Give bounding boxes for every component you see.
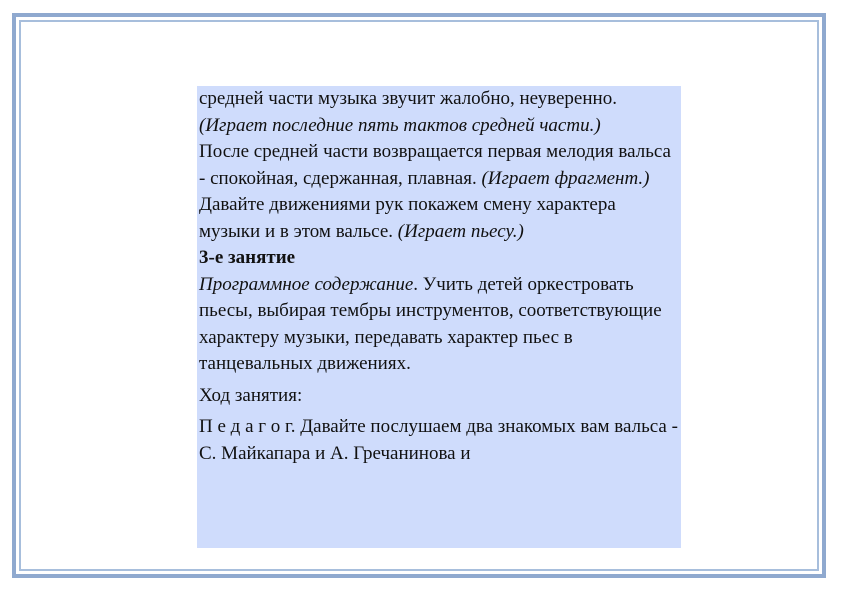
paragraph-5: П е д а г о г. Давайте послушаем два знакомых вам вальса - С. Майкапара и А. Гречанинова и bbox=[199, 416, 678, 464]
lesson-heading: 3-е занятие bbox=[199, 247, 296, 268]
paragraph-1-text: средней части музыка звучит жалобно, неуверенно. bbox=[199, 88, 617, 109]
text-block bbox=[197, 86, 681, 548]
paragraph-2-stage-direction-a: (Играет фрагмент.) bbox=[481, 167, 650, 189]
paragraph-2-stage-direction-b: (Играет пьесу.) bbox=[397, 220, 524, 242]
paragraph-2-text-b: Давайте движениями рук покажем смену характера музыки и в этом вальсе. bbox=[199, 194, 616, 242]
paragraph-1-stage-direction: (Играет последние пять тактов средней части.) bbox=[199, 114, 601, 136]
program-content-label: Программное содержание bbox=[199, 273, 414, 295]
paragraph-1 bbox=[199, 86, 679, 139]
lesson-progress-label: Ход занятия: bbox=[199, 384, 303, 406]
paragraph-3 bbox=[199, 272, 679, 378]
paragraph-2 bbox=[199, 139, 679, 245]
paragraph-2-text-a: После средней части возвращается первая мелодия вальса - спокойная, сдержанная, плавная. bbox=[199, 141, 671, 189]
paragraph-3-text: . Учить детей оркестровать пьесы, выбирая тембры инструментов, соответствующие характеру музыки, передавать характер пьес в танцевальных движениях. bbox=[199, 273, 662, 374]
